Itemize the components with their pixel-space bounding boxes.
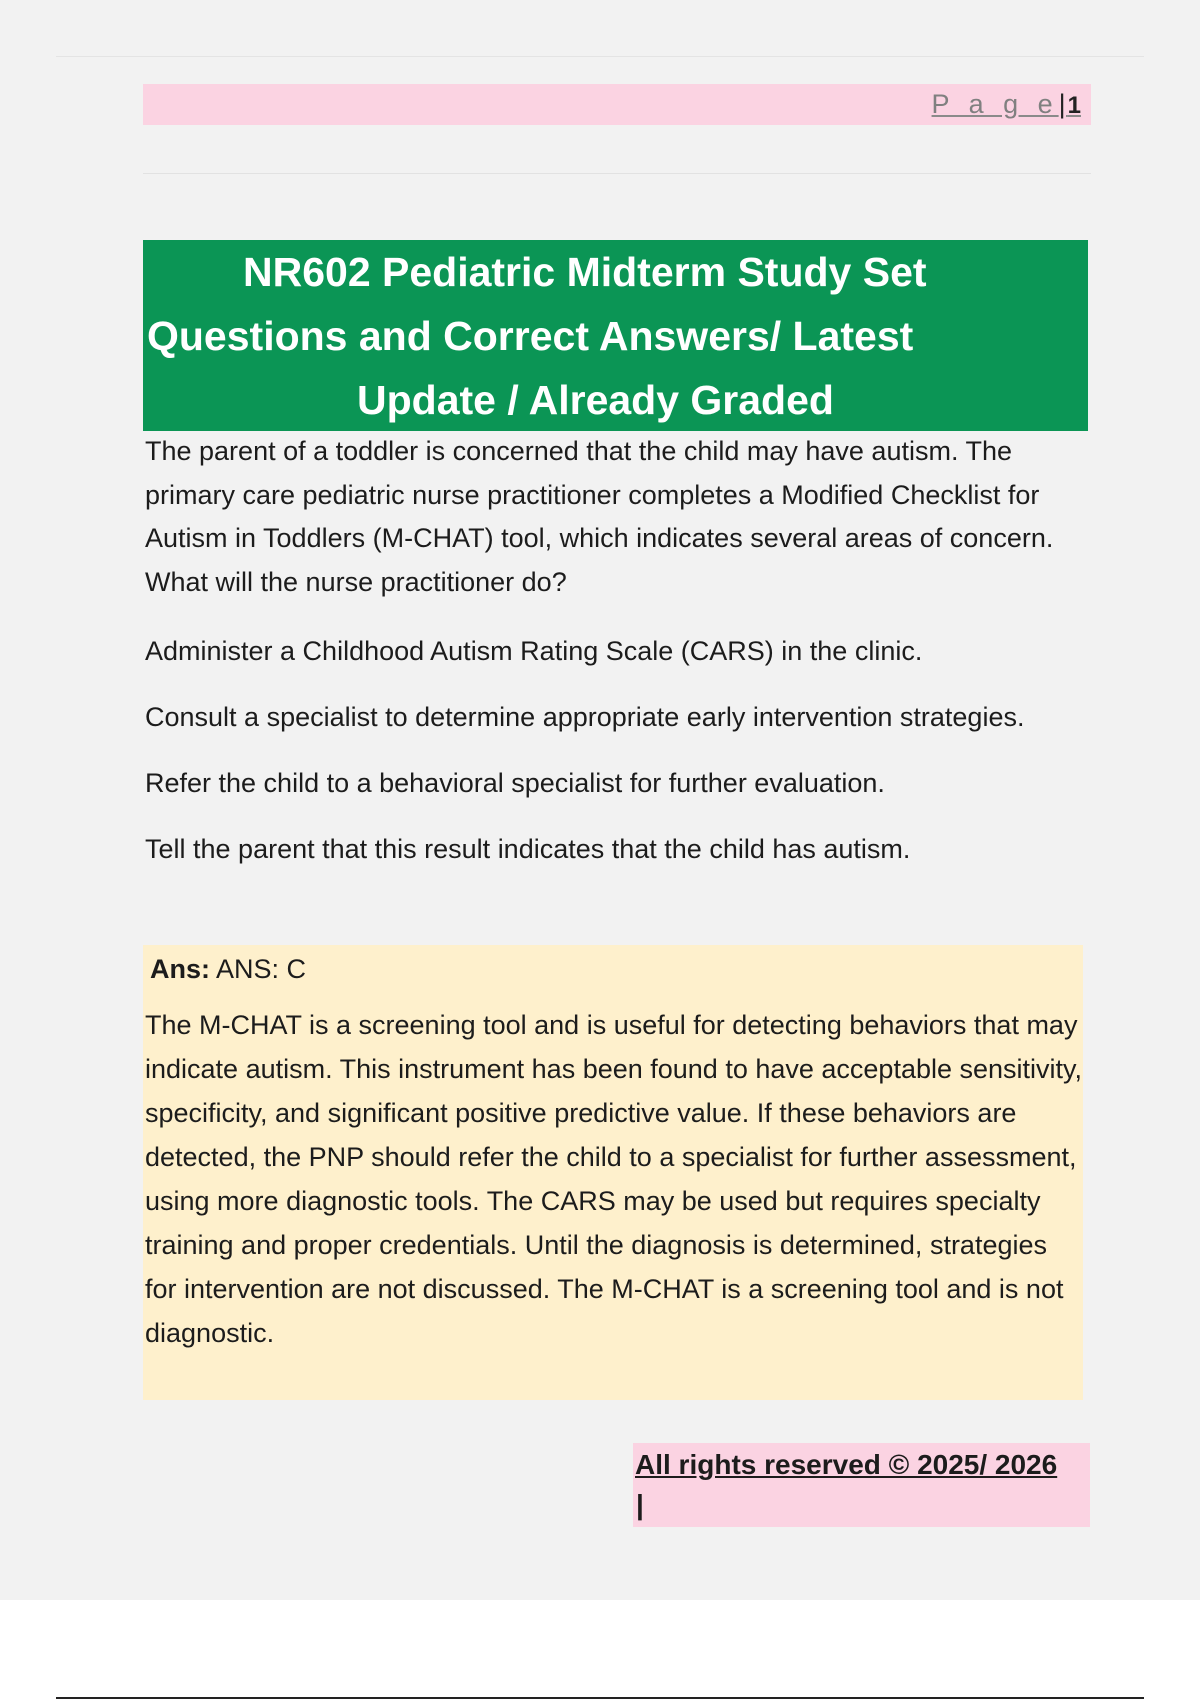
option-c: Refer the child to a behavioral specialist for further evaluation. (145, 768, 885, 798)
page-label: P a g e (931, 89, 1059, 119)
page-header (143, 84, 1091, 125)
page-number (932, 89, 1081, 121)
option-a: Administer a Childhood Autism Rating Scale (CARS) in the clinic. (145, 636, 923, 666)
header-divider (143, 173, 1091, 174)
top-divider (56, 56, 1144, 57)
question-text: The parent of a toddler is concerned that the child may have autism. The primary care pediatric nurse practitioner completes a Modified Checklist for Autism in Toddlers (M-CHAT) tool, which indicates several areas of concern. What will the nurse practitioner do? (145, 436, 1054, 597)
answer-value: ANS: C (210, 954, 307, 984)
answer-section (143, 945, 1083, 1400)
answer-options (145, 630, 1095, 894)
answer-line (150, 949, 306, 989)
answer-label: Ans: (150, 954, 210, 984)
option-d: Tell the parent that this result indicates that the child has autism. (145, 834, 911, 864)
page-separator: | (1058, 89, 1068, 119)
answer-explanation: The M-CHAT is a screening tool and is useful for detecting behaviors that may indicate autism. This instrument has been found to have acceptable sensitivity, specificity, and significant positive predictive value. If these behaviors are detected, the PNP should refer the child to a specialist for further assessment, using more diagnostic tools. The CARS may be used but requires specialty training and proper credentials. Until the diagnosis is determined, strategies for intervention are not discussed. The M-CHAT is a screening tool and is not diagnostic. (145, 1010, 1083, 1348)
title-line-3: Update / Already Graded (357, 377, 834, 423)
copyright-notice: All rights reserved © 2025/ 2026 (635, 1449, 1058, 1480)
page-number-value: 1 (1067, 92, 1081, 119)
page-footer (633, 1443, 1090, 1527)
question-block (145, 430, 1095, 604)
title-line-2: Questions and Correct Answers/ Latest (147, 313, 914, 359)
title-line-1: NR602 Pediatric Midterm Study Set (243, 249, 927, 295)
option-b: Consult a specialist to determine appropriate early intervention strategies. (145, 702, 1025, 732)
document-title (143, 240, 1088, 431)
footer-marker: | (636, 1489, 644, 1520)
bottom-divider (56, 1697, 1144, 1699)
